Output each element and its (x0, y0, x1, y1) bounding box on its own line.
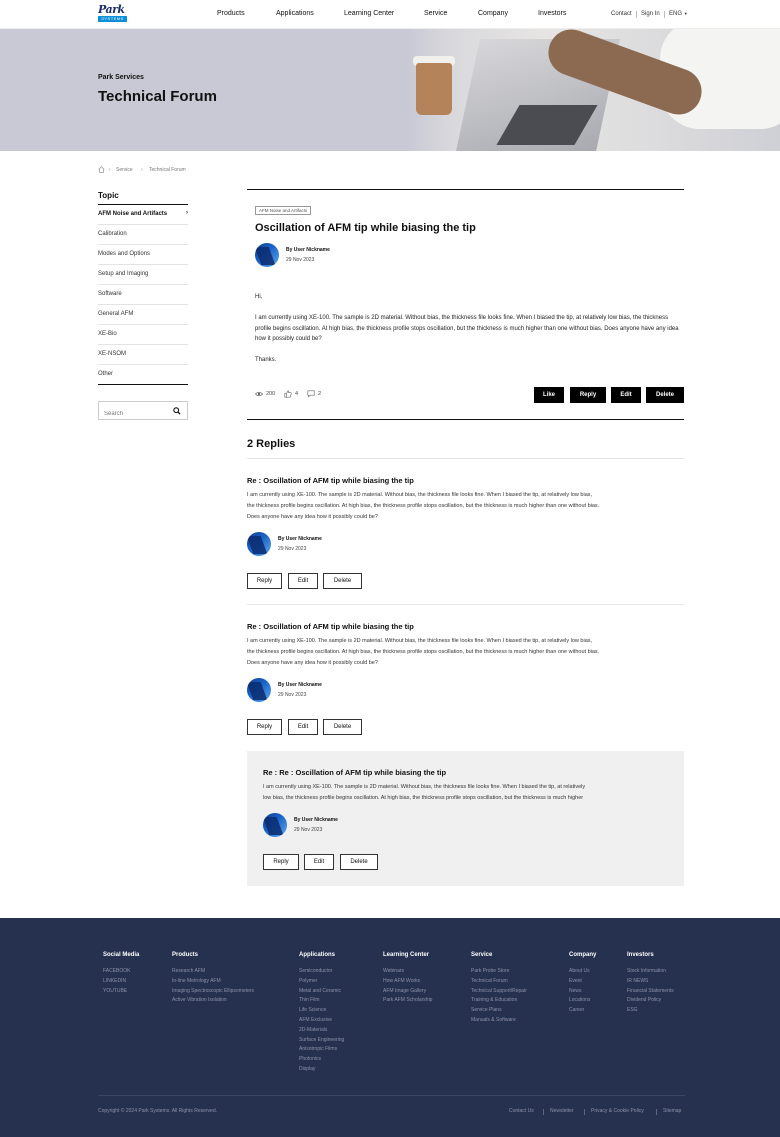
topic-label: AFM Noise and Artifacts (98, 211, 168, 217)
footer-link[interactable]: Semiconductor (299, 968, 333, 974)
search-input[interactable] (99, 406, 169, 423)
nav-company[interactable]: Company (478, 10, 508, 17)
chevron-right-icon: › (109, 167, 111, 173)
footer-link[interactable]: Imaging Spectroscopic Ellipsometers (172, 987, 254, 994)
footer-link[interactable]: Metal and Ceramic (299, 987, 341, 994)
footer-link[interactable]: How AFM Works (383, 977, 421, 984)
replies-rule (247, 458, 684, 459)
footer-link[interactable]: ESG (627, 1007, 638, 1014)
park-systems-logo[interactable] (98, 4, 127, 24)
chevron-right-icon: › (141, 167, 143, 173)
nav-applications[interactable]: Applications (276, 10, 314, 17)
nav-service[interactable]: Service (424, 10, 448, 17)
footer-link[interactable]: FACEBOOK (103, 968, 131, 974)
footer-heading: Social Media (103, 952, 140, 958)
site-footer (0, 918, 780, 1137)
util-divider (636, 11, 637, 18)
reply-text-line: I am currently using XE-100. The sample is 2D material. Without bias, the thickness file looks fine. When I biased the tip, at relatively low bias, (247, 492, 593, 498)
edit-button[interactable]: Edit (304, 854, 334, 870)
reply-title: Re : Oscillation of AFM tip while biasing the tip (247, 476, 414, 485)
like-count: 4 (295, 391, 299, 397)
avatar (255, 243, 279, 267)
page-title: Technical Forum (98, 88, 217, 105)
eye-icon (255, 390, 263, 398)
footer-link[interactable]: Thin Film (299, 997, 320, 1004)
footer-link[interactable]: Active Vibration Isolation (172, 997, 227, 1004)
footer-link[interactable]: Display (299, 1066, 316, 1072)
footer-link[interactable]: Webinars (383, 968, 405, 974)
delete-button[interactable]: Delete (323, 719, 362, 735)
footer-link[interactable]: AFM Image Gallery (383, 987, 427, 994)
footer-divider (543, 1109, 544, 1115)
footer-link[interactable]: Financial Statements (627, 987, 674, 994)
search-icon[interactable] (173, 407, 181, 415)
footer-link[interactable]: Surface Engineering (299, 1036, 345, 1043)
footer-link[interactable]: About Us (569, 968, 590, 974)
footer-link[interactable]: Event (569, 977, 582, 984)
topic-item-general-afm[interactable] (98, 305, 188, 325)
post-title: Oscillation of AFM tip while biasing the tip (255, 222, 476, 234)
footer-link[interactable]: Training & Education (471, 997, 518, 1004)
post-topic-tag[interactable]: AFM Noise and Artifacts (255, 206, 311, 215)
post-bottom-rule (247, 419, 684, 420)
post-date: 29 Nov 2023 (286, 257, 315, 263)
reply-text-line: I am currently using XE-100. The sample is 2D material. Without bias, the thickness file looks fine. When I biased the tip, at relatively low bias, (247, 638, 593, 644)
footer-link[interactable]: Anisotropic Films (299, 1046, 338, 1053)
footer-link[interactable]: YOUTUBE (103, 987, 128, 994)
footer-link[interactable]: News (569, 987, 582, 994)
footer-link[interactable]: Service Plans (471, 1007, 502, 1014)
footer-link[interactable]: AFM Exclusive (299, 1017, 333, 1023)
post-paragraph: I am currently using XE-100. The sample is 2D material. Without bias, the thickness file looks fine. When I biased the tip, at relatively low bias, the thickness profile begins oscillation. At high bias, the thickness profile stops oscillation, but the thickness is much higher than one without bias. Does anyone have any idea how it possibly could be? (255, 315, 679, 342)
footer-heading: Applications (299, 952, 336, 958)
topic-search (98, 401, 188, 420)
post-greeting: Hi, (255, 294, 263, 300)
reply-text-line: Does anyone have any idea how it possibly could be? (247, 514, 378, 520)
reply-text-line: low bias, the thickness profile begins oscillation. At high bias, the thickness profile stops oscillation, but the thickness is much higher (263, 795, 584, 801)
chevron-right-icon: › (186, 210, 188, 216)
footer-heading: Investors (627, 952, 654, 958)
reply-button[interactable]: Reply (247, 573, 282, 589)
footer-divider (656, 1109, 657, 1115)
topic-item-xe-bio[interactable] (98, 325, 188, 345)
hero-subtitle: Park Services (98, 74, 144, 81)
avatar (247, 532, 271, 556)
topic-item-setup-imaging[interactable] (98, 265, 188, 285)
topic-item-afm-noise[interactable] (98, 205, 188, 225)
footer-privacy-policy[interactable]: Privacy & Cookie Policy (591, 1108, 644, 1114)
reply-title: Re : Oscillation of AFM tip while biasing the tip (247, 622, 414, 631)
home-icon[interactable] (98, 166, 105, 173)
copyright: Copyright © 2024 Park Systems. All Rights Reserved. (98, 1108, 218, 1114)
edit-button[interactable]: Edit (288, 573, 318, 589)
chevron-down-icon: ▼ (683, 11, 688, 16)
delete-button[interactable]: Delete (340, 854, 378, 870)
top-navigation-bar (0, 0, 780, 29)
edit-button[interactable]: Edit (288, 719, 318, 735)
footer-link[interactable]: Stock Information (627, 968, 666, 974)
footer-link[interactable]: Career (569, 1007, 585, 1014)
footer-divider (584, 1109, 585, 1115)
nav-products[interactable]: Products (217, 10, 245, 17)
edit-button[interactable]: Edit (611, 387, 641, 403)
post-top-rule (247, 189, 684, 190)
footer-rule (98, 1095, 685, 1096)
footer-link[interactable]: Research AFM (172, 968, 206, 974)
footer-contact-us[interactable]: Contact Us (509, 1108, 534, 1114)
post-signoff: Thanks. (255, 357, 277, 363)
reply-button[interactable]: Reply (570, 387, 606, 403)
footer-link[interactable]: Technical Support/Repair (471, 987, 527, 994)
reply-date: 29 Nov 2023 (294, 827, 323, 833)
nav-investors[interactable]: Investors (538, 10, 567, 17)
delete-button[interactable]: Delete (646, 387, 684, 403)
reply-button[interactable]: Reply (247, 719, 282, 735)
contact-link[interactable]: Contact (611, 11, 632, 17)
hero-image-cup (416, 63, 452, 115)
footer-link[interactable]: Life Science (299, 1007, 327, 1014)
util-divider (664, 11, 665, 18)
topic-label: Other (98, 371, 114, 377)
hero-banner (0, 29, 780, 151)
avatar (247, 678, 271, 702)
topic-label: Software (98, 291, 122, 297)
footer-link[interactable]: Manuals & Software (471, 1017, 516, 1023)
reply-text-line: the thickness profile begins oscillation. At high bias, the thickness profile stops oscillation, but the thickness is much higher than one without bias. (247, 649, 600, 655)
topic-label: XE-NSOM (98, 351, 127, 357)
signin-link[interactable]: Sign In (641, 11, 660, 17)
reply-text-line: Does anyone have any idea how it possibly could be? (247, 660, 378, 666)
topic-label: General AFM (98, 311, 134, 317)
delete-button[interactable]: Delete (323, 573, 362, 589)
language-selector[interactable] (669, 11, 688, 17)
footer-link[interactable]: Polymer (299, 977, 318, 984)
footer-link[interactable]: Locations (569, 997, 591, 1004)
thumbs-up-icon[interactable] (284, 390, 292, 398)
nav-learning-center[interactable]: Learning Center (344, 10, 395, 17)
footer-link[interactable]: Park Probe Store (471, 968, 510, 974)
reply-date: 29 Nov 2023 (278, 546, 307, 552)
breadcrumb-technical-forum[interactable]: Technical Forum (149, 167, 186, 173)
topic-item-software[interactable] (98, 285, 188, 305)
footer-link[interactable]: Dividend Policy (627, 997, 662, 1004)
language-label: ENG (669, 11, 683, 17)
topic-item-xe-nsom[interactable] (98, 345, 188, 365)
topic-item-modes-options[interactable] (98, 245, 188, 265)
topic-list (98, 204, 188, 385)
comment-icon (307, 390, 315, 398)
footer-heading: Company (569, 952, 597, 958)
reply-button[interactable]: Reply (263, 854, 299, 870)
nested-reply-title: Re : Re : Oscillation of AFM tip while biasing the tip (263, 768, 447, 777)
topic-label: XE-Bio (98, 331, 117, 337)
topic-item-calibration[interactable] (98, 225, 188, 245)
footer-newsletter[interactable]: Newsletter (550, 1108, 574, 1114)
view-count: 200 (266, 391, 276, 397)
reply-text-line: I am currently using XE-100. The sample is 2D material. Without bias, the thickness file looks fine. When I biased the tip, at relatively (263, 784, 586, 790)
avatar (263, 813, 287, 837)
reply-date: 29 Nov 2023 (278, 692, 307, 698)
topic-label: Calibration (98, 231, 127, 237)
post-body (255, 292, 685, 376)
footer-link[interactable]: Park AFM Scholarship (383, 997, 433, 1004)
reply-author: By User Nickname (278, 682, 322, 688)
post-author: By User Nickname (286, 247, 330, 253)
topic-item-other[interactable] (98, 365, 188, 385)
footer-link[interactable]: Technical Forum (471, 977, 508, 984)
footer-link[interactable]: In-line Metrology AFM (172, 977, 221, 984)
breadcrumb-service[interactable]: Service (116, 167, 133, 173)
reply-divider (247, 604, 684, 605)
topic-label: Modes and Options (98, 251, 151, 257)
reply-author: By User Nickname (294, 817, 338, 823)
reply-author: By User Nickname (278, 536, 322, 542)
like-button[interactable]: Like (534, 387, 564, 403)
replies-heading: 2 Replies (247, 438, 296, 450)
footer-sitemap[interactable]: Sitemap (663, 1108, 682, 1114)
footer-heading: Learning Center (383, 952, 430, 958)
reply-text-line: the thickness profile begins oscillation. At high bias, the thickness profile stops oscillation, but the thickness is much higher than one without bias. (247, 503, 600, 509)
logo-wordmark: Park (98, 3, 125, 16)
footer-link[interactable]: IR NEWS (627, 977, 649, 984)
footer-link[interactable]: Photonics (299, 1056, 321, 1063)
logo-bar: SYSTEMS (98, 16, 127, 22)
footer-link[interactable]: LINKEDIN (103, 977, 127, 984)
comment-count: 2 (318, 391, 322, 397)
topic-heading: Topic (98, 191, 119, 200)
footer-heading: Service (471, 952, 493, 958)
footer-heading: Products (172, 952, 199, 958)
topic-label: Setup and Imaging (98, 271, 149, 277)
footer-link[interactable]: 2D-Materials (299, 1026, 328, 1033)
